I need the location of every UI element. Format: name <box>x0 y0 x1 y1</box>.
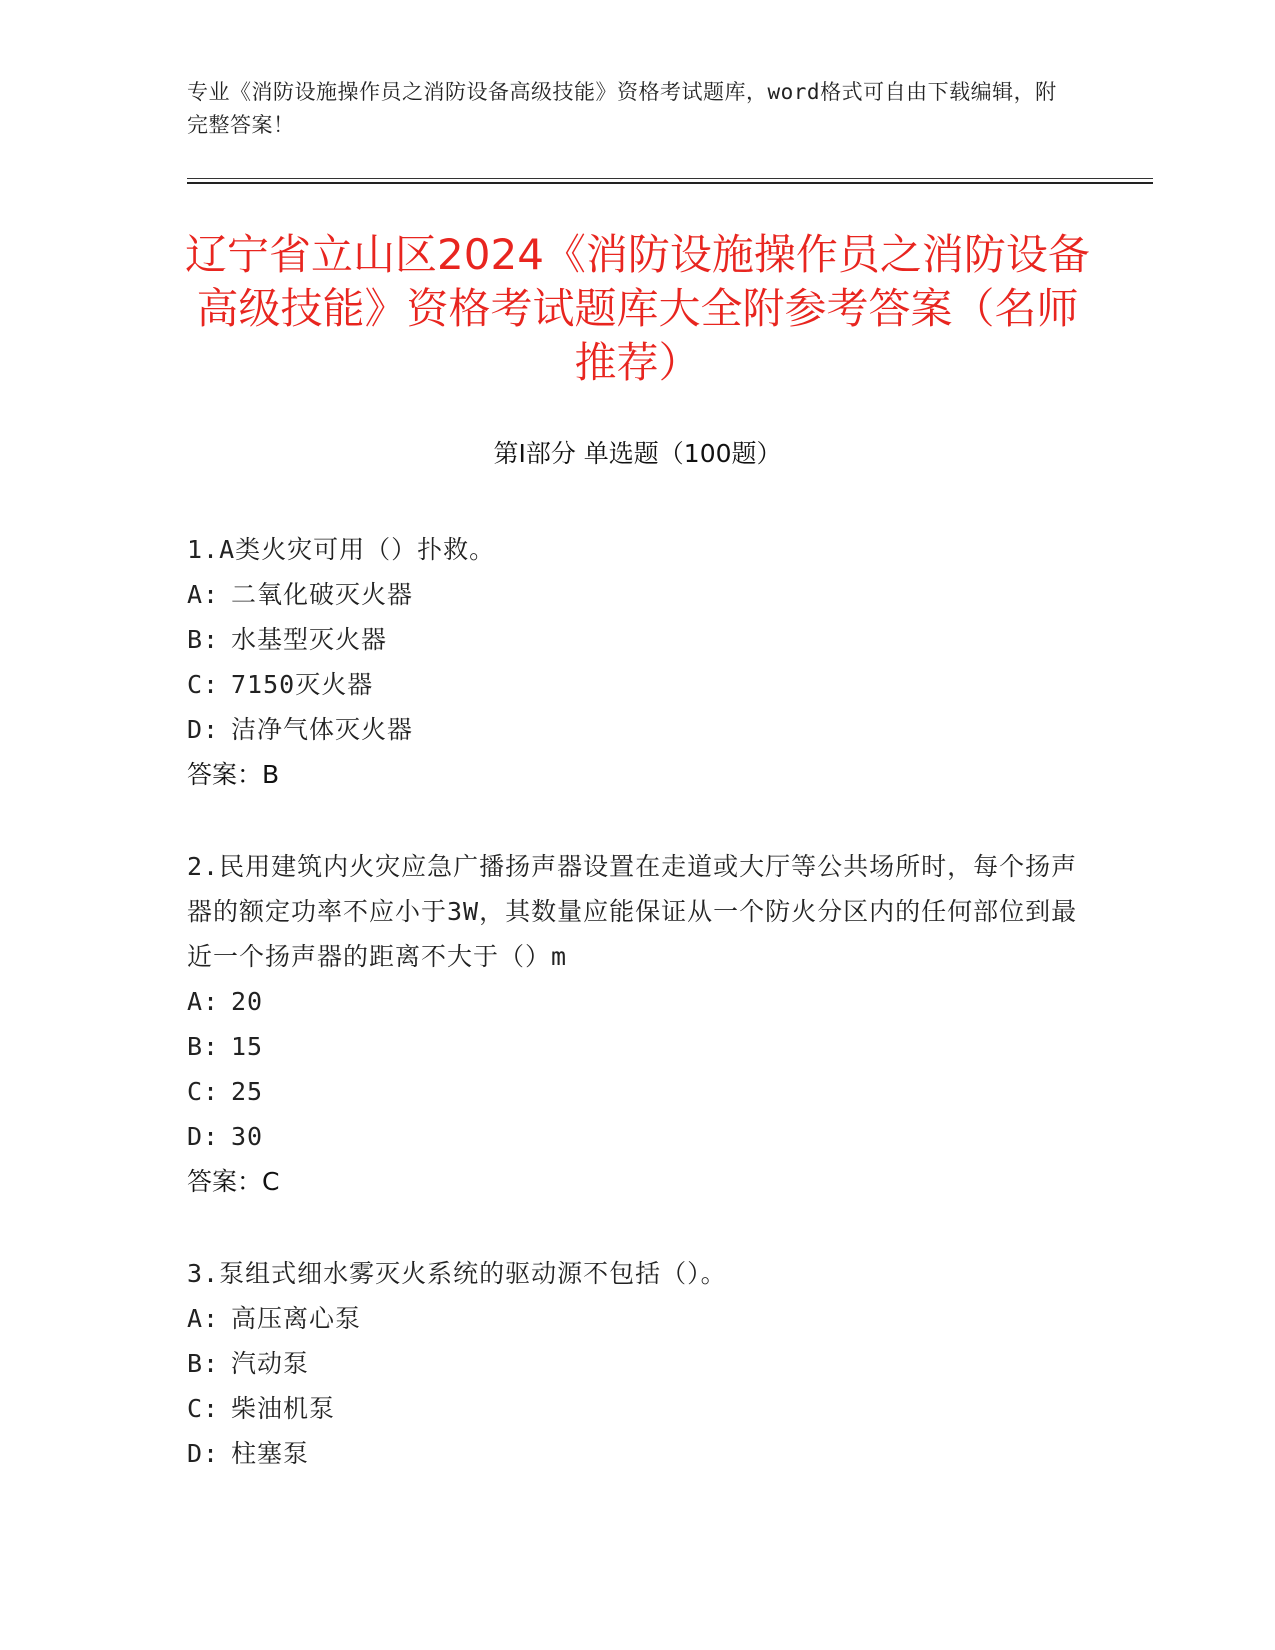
option-text: 20 <box>231 987 264 1016</box>
option-key: A: <box>187 580 220 609</box>
question-stem: 1.A类火灾可用（）扑救。 <box>187 535 496 564</box>
option-b <box>187 617 1087 662</box>
option-key: D: <box>187 1439 220 1468</box>
option-c <box>187 662 1087 707</box>
option-key: C: <box>187 670 220 699</box>
option-d <box>187 707 1087 752</box>
option-text: 柴油机泵 <box>231 1394 336 1423</box>
header-note: 专业《消防设施操作员之消防设备高级技能》资格考试题库，word格式可自由下载编辑，附完整答案！ <box>187 80 1057 137</box>
answer-line: 答案：C <box>187 1167 280 1196</box>
option-a <box>187 1296 1087 1341</box>
option-key: B: <box>187 1032 220 1061</box>
option-c <box>187 1386 1087 1431</box>
question-list <box>187 527 1087 1523</box>
option-text: 洁净气体灭火器 <box>231 715 414 744</box>
answer-line: 答案：B <box>187 760 280 789</box>
option-text: 30 <box>231 1122 264 1151</box>
question-stem: 3.泵组式细水雾灭火系统的驱动源不包括（）。 <box>187 1259 727 1288</box>
option-b <box>187 1024 1087 1069</box>
question-1 <box>187 527 1087 797</box>
option-a <box>187 572 1087 617</box>
question-stem: 2.民用建筑内火灾应急广播扬声器设置在走道或大厅等公共场所时，每个扬声器的额定功率不应小于3W，其数量应能保证从一个防火分区内的任何部位到最近一个扬声器的距离不大于（）m <box>187 852 1078 971</box>
option-key: D: <box>187 1122 220 1151</box>
option-key: D: <box>187 715 220 744</box>
option-key: B: <box>187 625 220 654</box>
option-text: 柱塞泵 <box>231 1439 310 1468</box>
question-2 <box>187 844 1087 1204</box>
option-b <box>187 1341 1087 1386</box>
option-key: C: <box>187 1077 220 1106</box>
option-a <box>187 979 1087 1024</box>
option-text: 二氧化破灭火器 <box>231 580 414 609</box>
option-text: 汽动泵 <box>231 1349 310 1378</box>
option-key: A: <box>187 1304 220 1333</box>
option-text: 7150灭火器 <box>231 670 374 699</box>
option-text: 25 <box>231 1077 264 1106</box>
section-title: 第Ⅰ部分 单选题（100题） <box>493 439 782 468</box>
option-key: C: <box>187 1394 220 1423</box>
option-c <box>187 1069 1087 1114</box>
header-divider-thick <box>187 182 1153 184</box>
option-text: 15 <box>231 1032 264 1061</box>
option-key: A: <box>187 987 220 1016</box>
document-title: 辽宁省立山区2024《消防设施操作员之消防设备高级技能》资格考试题库大全附参考答案（名师推荐） <box>185 230 1090 387</box>
option-text: 水基型灭火器 <box>231 625 388 654</box>
option-d <box>187 1114 1087 1159</box>
option-key: B: <box>187 1349 220 1378</box>
question-3 <box>187 1251 1087 1476</box>
option-text: 高压离心泵 <box>231 1304 362 1333</box>
header-divider-thin <box>187 178 1153 179</box>
option-d <box>187 1431 1087 1476</box>
